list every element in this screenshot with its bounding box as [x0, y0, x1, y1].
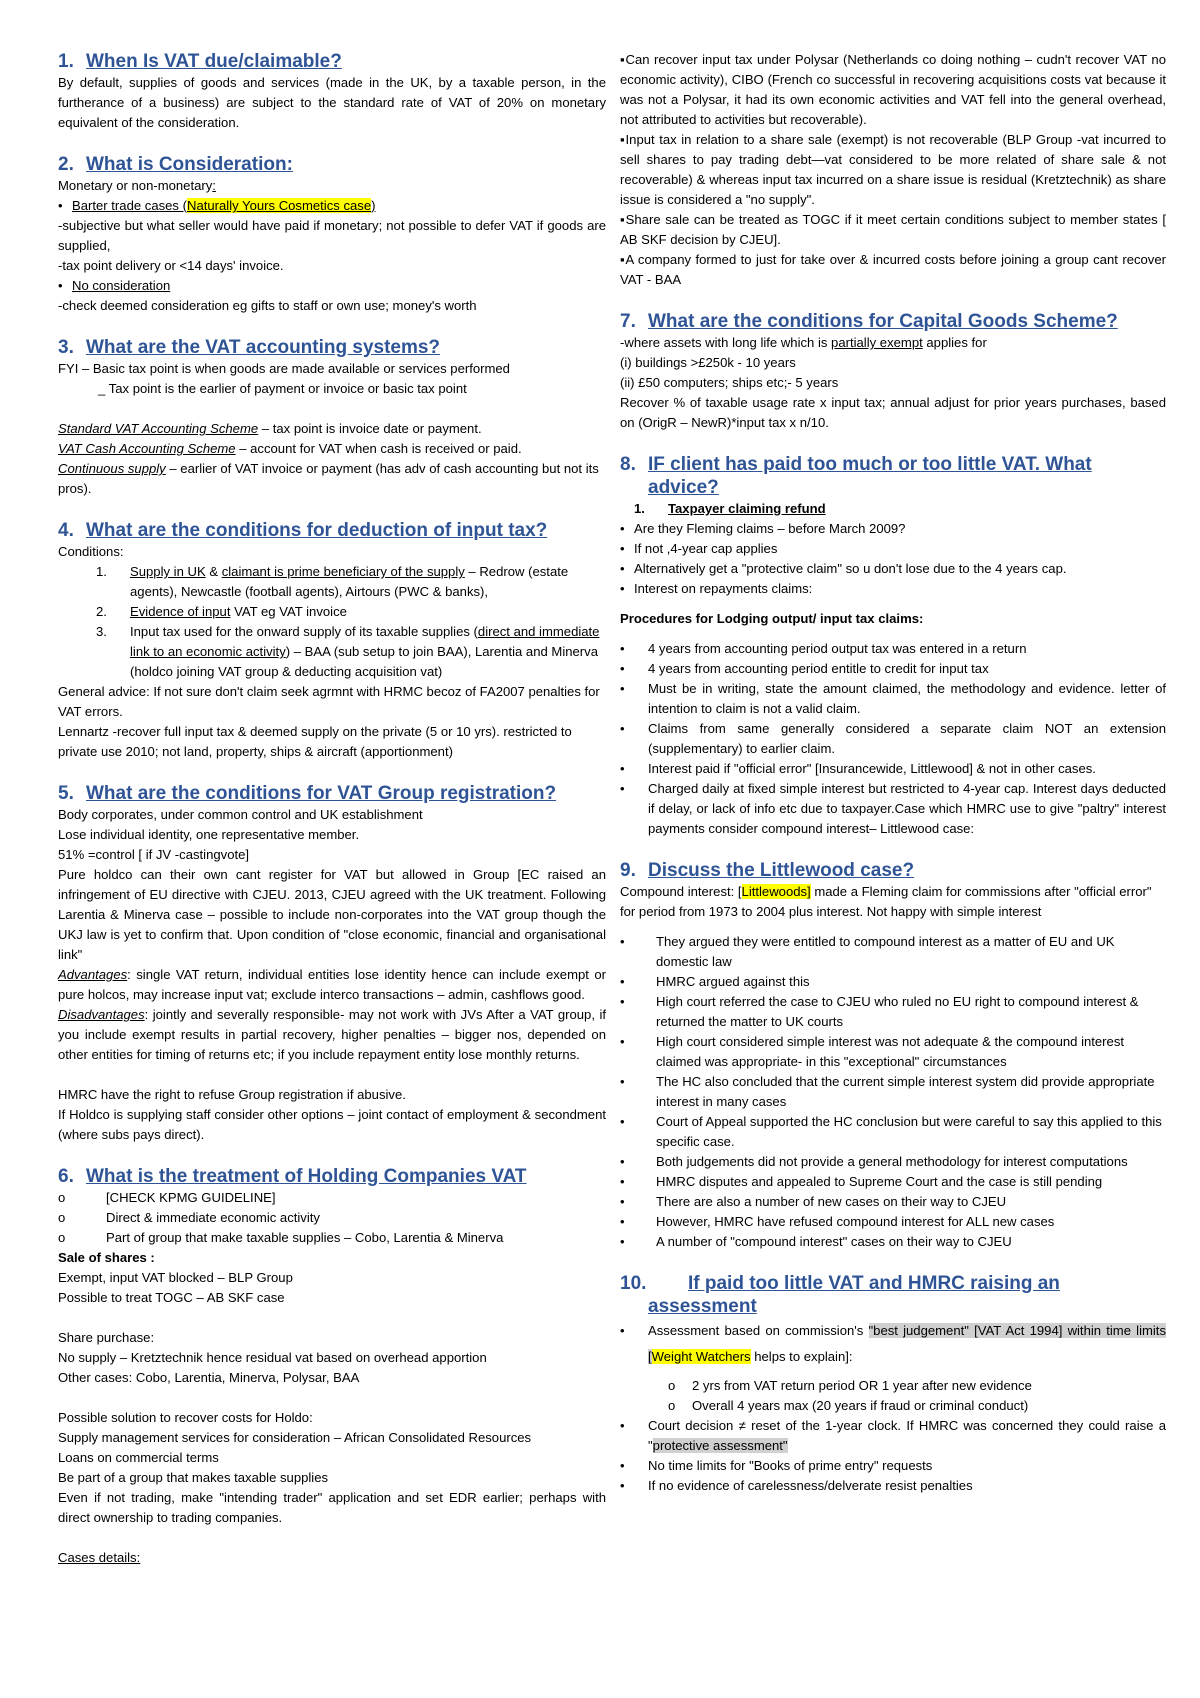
text: direct and immediate link to an economic activity	[130, 624, 600, 659]
bullet-icon: •	[620, 681, 625, 696]
heading-text: What are the conditions for VAT Group registration?	[86, 783, 557, 804]
text: [CHECK KPMG GUIDELINE]	[106, 1190, 276, 1205]
text: Part of group that make taxable supplies – Cobo, Larentia & Minerva	[106, 1230, 504, 1245]
subheading: Cases details:	[58, 1550, 141, 1565]
list-item	[620, 1376, 1166, 1396]
text: High court considered simple interest was not adequate & the compound interest claimed was appropriate- in this "exceptional" circumstances	[656, 1034, 1125, 1069]
list-item	[58, 622, 606, 682]
text: HMRC argued against this	[656, 974, 810, 989]
square-bullet-icon: ▪	[620, 252, 626, 267]
text: Interest on repayments claims:	[634, 581, 813, 596]
text: helps to explain]:	[750, 1349, 853, 1364]
heading-littlewood-case	[620, 859, 1166, 882]
text: Are they Fleming claims – before March 2009?	[634, 521, 906, 536]
list-item	[620, 932, 1166, 972]
list-item	[620, 972, 1166, 992]
heading-text: What are the VAT accounting systems?	[86, 337, 441, 358]
text: No time limits for "Books of prime entry" requests	[648, 1458, 933, 1473]
list-number: 1.	[96, 564, 107, 579]
list-item	[620, 539, 1166, 559]
text: Input tax used for the onward supply of its taxable supplies (	[130, 624, 478, 639]
bullet-icon: •	[620, 1174, 625, 1189]
text: HMRC disputes and appealed to Supreme Court and the case is still pending	[656, 1174, 1103, 1189]
paragraph: Loans on commercial terms	[58, 1450, 219, 1465]
heading-number: 4.	[58, 520, 74, 541]
circle-bullet-icon: o	[58, 1210, 66, 1225]
text: Claims from same generally considered a separate claim NOT an extension (supplementary) to earlier claim.	[648, 721, 1166, 756]
paragraph: Exempt, input VAT blocked – BLP Group	[58, 1270, 293, 1285]
text: Court decision ≠ reset of the 1-year clock. If HMRC was concerned they could raise a "	[648, 1418, 1166, 1453]
paragraph: (i) buildings >£250k - 10 years	[620, 355, 796, 370]
left-column	[58, 50, 606, 1568]
bullet-icon: •	[620, 661, 625, 676]
list-item	[620, 779, 1166, 839]
bullet-icon: •	[620, 1458, 625, 1473]
bullet-icon: •	[620, 581, 625, 596]
bullet-icon: •	[620, 1214, 625, 1229]
heading-number: 9.	[620, 860, 636, 881]
paragraph	[620, 333, 1166, 353]
text: Can recover input tax under Polysar (Netherlands co doing nothing – cudn't recover VAT no economic activity), CIBO (French co successful in recovering acquisitions costs vat because it was not a Polysar, it had its own economic activities and VAT fell into the general overhead, not attributed to activities but recoverable).	[620, 52, 1166, 127]
list-number: 1.	[634, 501, 645, 516]
list-item	[620, 559, 1166, 579]
text: If not ,4-year cap applies	[634, 541, 778, 556]
paragraph	[58, 176, 606, 196]
heading-text: Discuss the Littlewood case?	[648, 860, 915, 881]
text: If no evidence of carelessness/delverate resist penalties	[648, 1478, 973, 1493]
subheading: Procedures for Lodging output/ input tax claims:	[620, 611, 924, 626]
paragraph: Recover % of taxable usage rate x input tax; annual adjust for prior years purchases, based on (OrigR – NewR)*input tax x n/10.	[620, 395, 1166, 430]
list-item	[620, 659, 1166, 679]
bullet-icon: •	[620, 1194, 625, 1209]
paragraph: Share purchase:	[58, 1330, 155, 1345]
paragraph	[620, 250, 1166, 290]
text: – account for VAT when cash is received or paid.	[235, 441, 522, 456]
text: They argued they were entitled to compound interest as a matter of EU and UK domestic law	[656, 934, 1115, 969]
text: 2 yrs from VAT return period OR 1 year after new evidence	[692, 1378, 1032, 1393]
paragraph	[58, 965, 606, 1005]
paragraph: By default, supplies of goods and services (made in the UK, by a taxable person, in the furtherance of a business) are subject to the standard rate of VAT of 20% on monetary equivalent of the consideration.	[58, 75, 606, 130]
list-item	[620, 1112, 1166, 1152]
list-item	[620, 1152, 1166, 1172]
list-item	[58, 196, 606, 216]
term: Continuous supply	[58, 461, 166, 476]
bullet-icon: •	[620, 641, 625, 656]
paragraph: Body corporates, under common control and UK establishment	[58, 807, 423, 822]
term: Advantages	[58, 967, 128, 982]
heading-text: If paid too little VAT and HMRC raising an assessment	[648, 1273, 1060, 1317]
text: Interest paid if "official error" [Insurancewide, Littlewood] & not in other cases.	[648, 761, 1096, 776]
text: ) – BAA (sub setup to join BAA), Larentia and Minerva (holdco joining VAT group & deducting acquisition vat)	[130, 644, 598, 679]
text: A number of "compound interest" cases on their way to CJEU	[656, 1234, 1012, 1249]
text: Assessment based on commission's	[648, 1323, 869, 1338]
list-item	[620, 1456, 1166, 1476]
paragraph: Conditions:	[58, 544, 124, 559]
paragraph: -check deemed consideration eg gifts to staff or own use; money's worth	[58, 298, 477, 313]
heading-capital-goods-scheme	[620, 310, 1166, 333]
paragraph: No supply – Kretztechnik hence residual vat based on overhead apportion	[58, 1350, 487, 1365]
heading-vat-accounting-systems	[58, 336, 606, 359]
bullet-icon: •	[620, 1234, 625, 1249]
text: Direct & immediate economic activity	[106, 1210, 320, 1225]
text: – Redrow (estate agents), Newcastle (football agents), Airtours (PWC & banks),	[130, 564, 569, 599]
heading-number: 2.	[58, 154, 74, 175]
paragraph: If Holdco is supplying staff consider other options – joint contact of employment & secondment (where subs pays direct).	[58, 1107, 606, 1142]
paragraph: -subjective but what seller would have paid if monetary; not possible to defer VAT if goods are supplied,	[58, 218, 606, 253]
list-item	[620, 1172, 1166, 1192]
paragraph: -tax point delivery or <14 days' invoice.	[58, 258, 284, 273]
bullet-icon: •	[620, 1418, 625, 1433]
list-item	[620, 1192, 1166, 1212]
list-item	[620, 1032, 1166, 1072]
paragraph: _ Tax point is the earlier of payment or invoice or basic tax point	[98, 381, 467, 396]
heading-text: What are the conditions for deduction of input tax?	[86, 520, 548, 541]
list-number: 2.	[96, 604, 107, 619]
paragraph: Even if not trading, make "intending trader" application and set EDR earlier; perhaps with direct ownership to trading companies.	[58, 1490, 606, 1525]
paragraph: 51% =control [ if JV -castingvote]	[58, 847, 250, 862]
text: However, HMRC have refused compound interest for ALL new cases	[656, 1214, 1055, 1229]
list-item	[620, 679, 1166, 719]
paragraph: Possible to treat TOGC – AB SKF case	[58, 1290, 285, 1305]
heading-vat-group-registration	[58, 782, 606, 805]
heading-text: What is the treatment of Holding Companies VAT	[86, 1166, 527, 1187]
term: VAT Cash Accounting Scheme	[58, 441, 236, 456]
paragraph	[58, 459, 606, 499]
text: partially exempt	[831, 335, 923, 350]
list-item	[58, 1188, 606, 1208]
heading-text: IF client has paid too much or too little VAT. What advice?	[648, 454, 1092, 498]
bullet-icon: •	[620, 561, 625, 576]
text: Share sale can be treated as TOGC if it meet certain conditions subject to member states [ AB SKF decision by CJEU].	[620, 212, 1166, 247]
shaded-text: protective assessment"	[652, 1438, 788, 1453]
bullet-icon: •	[620, 994, 625, 1009]
text: Court of Appeal supported the HC conclusion but were careful to say this applied to this specific case.	[656, 1114, 1162, 1149]
bullet-icon: •	[620, 934, 625, 949]
text: )	[371, 198, 376, 213]
text: -where assets with long life which is	[620, 335, 832, 350]
right-column	[620, 50, 1166, 1496]
list-item	[620, 1232, 1166, 1252]
text: – tax point is invoice date or payment.	[258, 421, 482, 436]
paragraph: Pure holdco can their own cant register for VAT but allowed in Group [EC raised an infringement of EU directive with CJEU. 2013, CJEU agreed with the UK treatment. Following Larentia & Minerva case – possible to include non-corporates into the VAT group though the UKJ law is yet to confirm that. Upon condition of "close economic, financial and organisational link"	[58, 867, 606, 962]
text: Must be in writing, state the amount claimed, the methodology and evidence. letter of intention to claim is not a valid claim.	[648, 681, 1166, 716]
heading-too-little-vat-assessment	[620, 1272, 1166, 1318]
text: applies for	[922, 335, 987, 350]
paragraph: Other cases: Cobo, Larentia, Minerva, Polysar, BAA	[58, 1370, 360, 1385]
heading-number: 5.	[58, 783, 74, 804]
list-item	[58, 562, 606, 602]
list-item	[620, 579, 1166, 599]
text: claimant is prime beneficiary of the supply	[221, 564, 465, 579]
paragraph: Lennartz -recover full input tax & deemed supply on the private (5 or 10 yrs). restricted to private use 2010; not land, property, ships & aircraft (apportionment)	[58, 724, 572, 759]
heading-deduction-of-input-tax	[58, 519, 606, 542]
heading-number: 6.	[58, 1166, 74, 1187]
bullet-icon: •	[620, 761, 625, 776]
subheading: Sale of shares :	[58, 1250, 155, 1265]
term: Disadvantages	[58, 1007, 145, 1022]
bullet-icon: •	[620, 781, 625, 796]
text: – earlier of VAT invoice or payment (has adv of cash accounting but not its pros).	[58, 461, 599, 496]
highlighted-case: Littlewoods]	[741, 884, 811, 899]
list-item	[620, 759, 1166, 779]
bullet-icon: •	[620, 1074, 625, 1089]
text: : single VAT return, individual entities lose identity hence can include exempt or pure holcos, may increase input vat; exclude interco transactions – admin, cashflows good.	[58, 967, 606, 1002]
list-item	[620, 1396, 1166, 1416]
subheading	[620, 499, 1166, 519]
paragraph	[58, 1005, 606, 1065]
bullet-icon: •	[58, 278, 63, 293]
paragraph: HMRC have the right to refuse Group registration if abusive.	[58, 1087, 406, 1102]
paragraph: Supply management services for consideration – African Consolidated Resources	[58, 1430, 532, 1445]
list-item	[620, 519, 1166, 539]
bullet-icon: •	[58, 198, 63, 213]
heading-number: 8.	[620, 454, 636, 475]
highlighted-case: Naturally Yours Cosmetics case	[186, 198, 372, 213]
list-item	[58, 1208, 606, 1228]
list-item	[58, 1228, 606, 1248]
text: Taxpayer claiming refund	[668, 501, 826, 516]
list-item	[620, 1318, 1166, 1370]
bullet-icon: •	[620, 1114, 625, 1129]
bullet-icon: •	[620, 1478, 625, 1493]
list-item	[620, 719, 1166, 759]
circle-bullet-icon: o	[58, 1190, 66, 1205]
square-bullet-icon: ▪	[620, 132, 626, 147]
text: Input tax in relation to a share sale (exempt) is not recoverable (BLP Group -vat incurred to sell shares to pay trading debt—vat considered to be more related of share sale & not recoverable) & whereas input tax incurred on a share issue is residual (Kretztechnik) as share issue is considered a "no supply".	[620, 132, 1166, 207]
heading-text: When Is VAT due/claimable?	[86, 51, 342, 72]
text: VAT eg VAT invoice	[230, 604, 347, 619]
text: :	[212, 178, 216, 193]
list-item	[620, 639, 1166, 659]
heading-when-is-vat-due	[58, 50, 606, 73]
heading-number: 1.	[58, 51, 74, 72]
text: &	[205, 564, 222, 579]
text: Monetary or non-monetary	[58, 178, 213, 193]
bullet-icon: •	[620, 974, 625, 989]
text: Alternatively get a "protective claim" so u don't lose due to the 4 years cap.	[634, 561, 1067, 576]
paragraph	[620, 210, 1166, 250]
square-bullet-icon: ▪	[620, 212, 626, 227]
list-item	[620, 1072, 1166, 1112]
heading-number: 10.	[620, 1273, 647, 1294]
text: Evidence of input	[130, 604, 231, 619]
circle-bullet-icon: o	[668, 1398, 676, 1413]
text: High court referred the case to CJEU who ruled no EU right to compound interest & returned the matter to UK courts	[656, 994, 1139, 1029]
paragraph: Possible solution to recover costs for Holdo:	[58, 1410, 313, 1425]
heading-text: What is Consideration:	[86, 154, 293, 175]
text: 4 years from accounting period output tax was entered in a return	[648, 641, 1027, 656]
paragraph	[620, 882, 1166, 922]
list-item	[620, 1212, 1166, 1232]
list-number: 3.	[96, 624, 107, 639]
text: made a Fleming claim for commissions after "official error" for period from 1973 to 2004 plus interest. Not happy with simple interest	[620, 884, 1152, 919]
paragraph	[620, 50, 1166, 130]
text: Supply in UK	[130, 564, 206, 579]
heading-number: 3.	[58, 337, 74, 358]
text: : jointly and severally responsible- may not work with JVs After a VAT group, if you include exempt results in partial recovery, higher penalties – bigger nos, depended on other entities for timing of returns etc; if you include repayment entity lose monthly returns.	[58, 1007, 606, 1062]
list-item	[58, 276, 606, 296]
paragraph	[620, 130, 1166, 210]
list-item	[58, 602, 606, 622]
heading-text: What are the conditions for Capital Goods Scheme?	[648, 311, 1118, 332]
list-item	[620, 1416, 1166, 1456]
paragraph: Be part of a group that makes taxable supplies	[58, 1470, 329, 1485]
paragraph: Lose individual identity, one representative member.	[58, 827, 360, 842]
paragraph: FYI – Basic tax point is when goods are made available or services performed	[58, 361, 510, 376]
paragraph	[58, 419, 606, 439]
heading-what-is-consideration	[58, 153, 606, 176]
paragraph: (ii) £50 computers; ships etc;- 5 years	[620, 375, 839, 390]
heading-paid-too-much-or-too-little	[620, 453, 1166, 499]
bullet-icon: •	[620, 1034, 625, 1049]
text: 4 years from accounting period entitle to credit for input tax	[648, 661, 989, 676]
text: Charged daily at fixed simple interest but restricted to 4-year cap. Interest days deducted if delay, or lack of info etc due to taxpayer.Case which HMRC use to give "paltry" interest payments consider compound interest– Littlewood case:	[648, 781, 1166, 836]
text: Overall 4 years max (20 years if fraud or criminal conduct)	[692, 1398, 1029, 1413]
paragraph: General advice: If not sure don't claim seek agrmnt with HRMC becoz of FA2007 penalties for VAT errors.	[58, 684, 600, 719]
list-item	[620, 992, 1166, 1032]
bullet-icon: •	[620, 1154, 625, 1169]
bullet-icon: •	[620, 1323, 625, 1338]
text: No consideration	[72, 278, 171, 293]
bullet-icon: •	[620, 721, 625, 736]
text: Both judgements did not provide a general methodology for interest computations	[656, 1154, 1128, 1169]
term: Standard VAT Accounting Scheme	[58, 421, 259, 436]
text: There are also a number of new cases on their way to CJEU	[656, 1194, 1007, 1209]
bullet-icon: •	[620, 521, 625, 536]
heading-number: 7.	[620, 311, 636, 332]
circle-bullet-icon: o	[668, 1378, 676, 1393]
text: A company formed to just for take over & incurred costs before joining a group cant recover VAT - BAA	[620, 252, 1166, 287]
shaded-text: "best judgement" [VAT Act 1994] within time limits [	[648, 1323, 1166, 1364]
paragraph	[58, 439, 606, 459]
text: The HC also concluded that the current simple interest system did provide appropriate interest in many cases	[656, 1074, 1155, 1109]
heading-holding-companies-vat	[58, 1165, 606, 1188]
text: Compound interest: [	[620, 884, 742, 899]
text: Barter trade cases (	[72, 198, 187, 213]
list-item	[620, 1476, 1166, 1496]
highlighted-case: Weight Watchers	[651, 1349, 751, 1364]
square-bullet-icon: ▪	[620, 52, 626, 67]
circle-bullet-icon: o	[58, 1230, 66, 1245]
bullet-icon: •	[620, 541, 625, 556]
